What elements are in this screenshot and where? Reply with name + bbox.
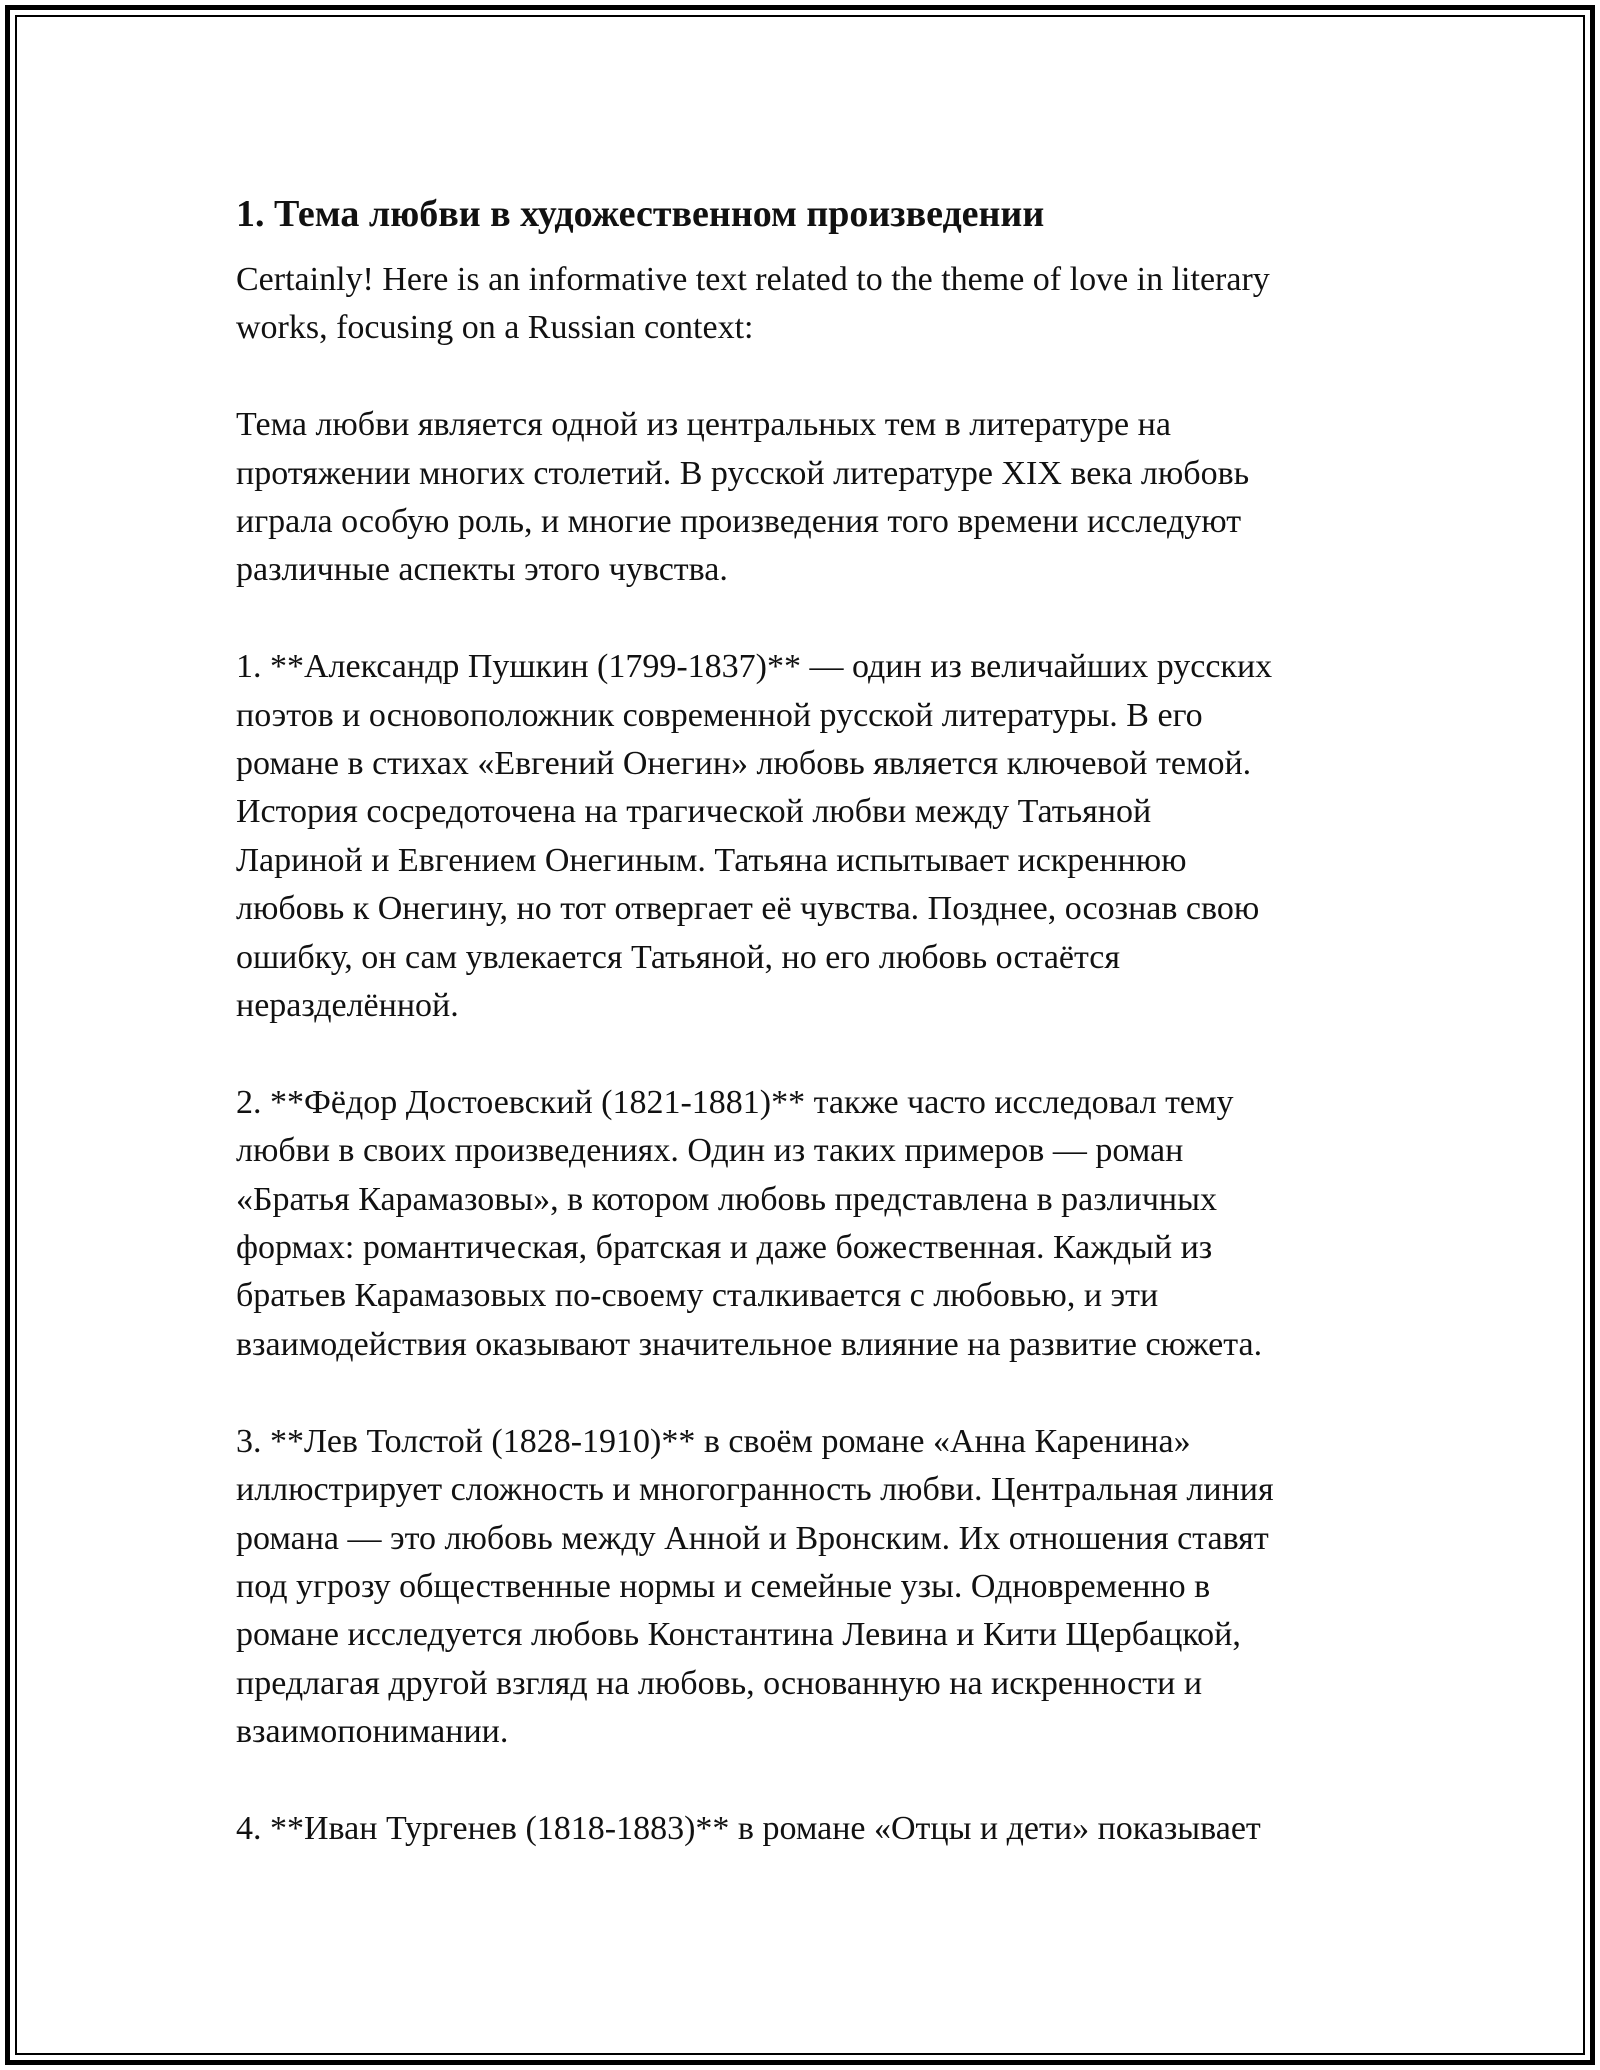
text-line: Certainly! Here is an informative text related to the theme of love in literary bbox=[236, 261, 1270, 298]
text-line: романа — это любовь между Анной и Вронским. Их отношения ставят bbox=[236, 1519, 1269, 1557]
document-body bbox=[236, 186, 1366, 1902]
text-line: романе исследуется любовь Константина Левина и Кити Щербацкой, bbox=[236, 1616, 1241, 1654]
dostoevsky-paragraph bbox=[236, 1079, 1366, 1369]
text-line: Тема любви является одной из центральных тем в литературе на bbox=[236, 406, 1171, 444]
text-line: играла особую роль, и многие произведения того времени исследуют bbox=[236, 503, 1242, 541]
text-line: под угрозу общественные нормы и семейные узы. Одновременно в bbox=[236, 1567, 1211, 1605]
text-line: 3. **Лев Толстой (1828-1910)** в своём романе «Анна Каренина» bbox=[236, 1422, 1191, 1460]
text-line: История сосредоточена на трагической любви между Татьяной bbox=[236, 793, 1152, 831]
text-line: works, focusing on a Russian context: bbox=[236, 309, 754, 347]
text-line: взаимопонимании. bbox=[236, 1713, 509, 1751]
intro-paragraph bbox=[236, 256, 1366, 353]
text-line: взаимодействия оказывают значительное влияние на развитие сюжета. bbox=[236, 1325, 1263, 1363]
text-line: ошибку, он сам увлекается Татьяной, но его любовь остаётся bbox=[236, 938, 1120, 976]
text-line: 2. **Фёдор Достоевский (1821-1881)** также часто исследовал тему bbox=[236, 1083, 1234, 1121]
text-line: поэтов и основоположник современной русской литературы. В его bbox=[236, 696, 1203, 734]
turgenev-paragraph bbox=[236, 1805, 1366, 1853]
document-heading: 1. Тема любви в художественном произведении bbox=[236, 193, 1045, 235]
text-line: «Братья Карамазовы», в котором любовь представлена в различных bbox=[236, 1180, 1217, 1218]
text-line: иллюстрирует сложность и многогранность любви. Центральная линия bbox=[236, 1471, 1274, 1509]
text-line: любовь к Онегину, но тот отвергает её чувства. Позднее, осознав свою bbox=[236, 890, 1260, 928]
text-line: формах: романтическая, братская и даже божественная. Каждый из bbox=[236, 1229, 1213, 1267]
pushkin-paragraph bbox=[236, 643, 1366, 1030]
overview-paragraph bbox=[236, 401, 1366, 595]
text-line: 4. **Иван Тургенев (1818-1883)** в романе «Отцы и дети» показывает bbox=[236, 1809, 1261, 1847]
text-line: предлагая другой взгляд на любовь, основанную на искренности и bbox=[236, 1664, 1203, 1702]
text-line: неразделённой. bbox=[236, 987, 459, 1025]
text-line: Лариной и Евгением Онегиным. Татьяна испытывает искреннюю bbox=[236, 841, 1187, 879]
text-line: романе в стихах «Евгений Онегин» любовь является ключевой темой. bbox=[236, 745, 1252, 783]
text-line: любви в своих произведениях. Один из таких примеров — роман bbox=[236, 1132, 1184, 1170]
text-line: братьев Карамазовых по-своему сталкивается с любовью, и эти bbox=[236, 1277, 1159, 1315]
tolstoy-paragraph bbox=[236, 1418, 1366, 1757]
text-line: различные аспекты этого чувства. bbox=[236, 551, 728, 589]
text-line: протяжении многих столетий. В русской литературе XIX века любовь bbox=[236, 454, 1250, 492]
text-line: 1. **Александр Пушкин (1799-1837)** — один из величайших русских bbox=[236, 648, 1273, 686]
